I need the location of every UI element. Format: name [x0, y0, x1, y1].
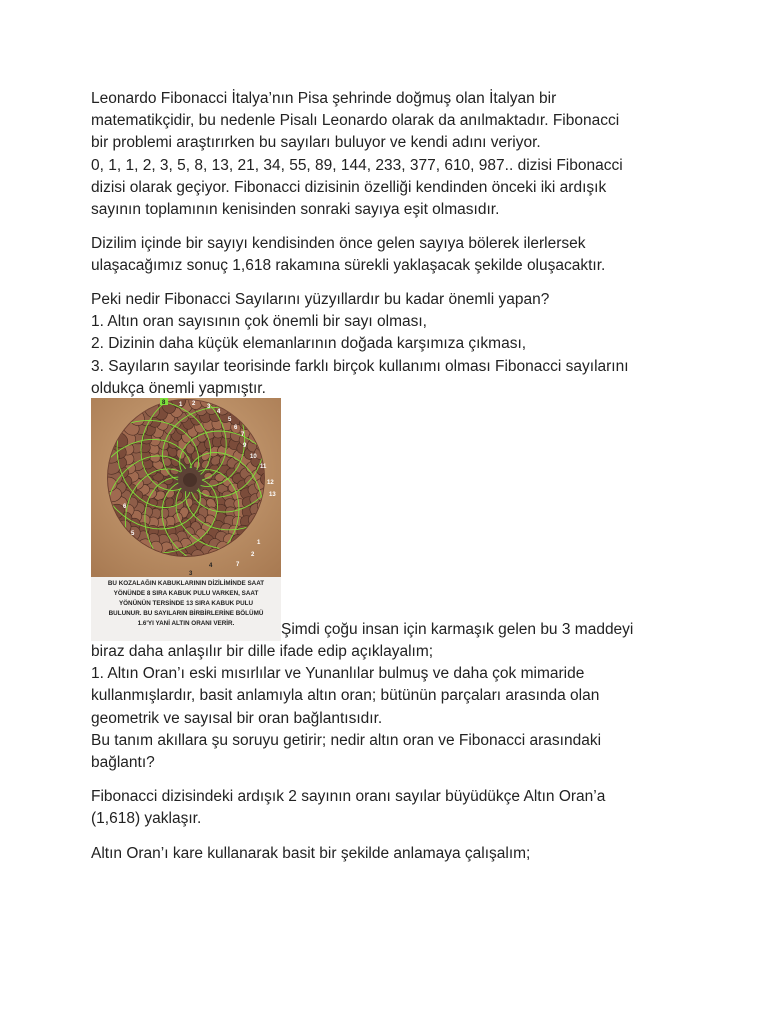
text-line: sayının toplamının kenisinden sonraki sayıya eşit olmasıdır.: [91, 201, 500, 219]
spiral-label: 1: [257, 540, 261, 546]
spiral-label: 2: [192, 401, 196, 407]
pine-cone-image: [91, 398, 281, 579]
figure-caption: [93, 579, 279, 629]
paragraph-square: [91, 843, 691, 865]
caption-line: BULUNUR. BU SAYILARIN BİRBİRLERİNE BÖLÜMÜ: [108, 610, 264, 617]
spiral-label: 5: [131, 531, 135, 537]
caption-line: BU KOZALAĞIN KABUKLARININ DİZİLİMİNDE SAAT: [107, 580, 265, 587]
text-after-figure: Şimdi çoğu insan için karmaşık gelen bu 3 maddeyi: [281, 621, 634, 638]
text-line: 1. Altın oran sayısının çok önemli bir sayı olması,: [91, 313, 427, 331]
text-line: geometrik ve sayısal bir oran bağlantısıdır.: [91, 709, 383, 727]
text-line: oldukça önemli yapmıştır.: [91, 379, 266, 397]
spiral-label: 12: [267, 480, 274, 486]
text-line: Fibonacci dizisindeki ardışık 2 sayının oranı sayılar büyüdükçe Altın Oran’a: [91, 788, 606, 805]
text-line: bağlantı?: [91, 754, 155, 772]
spiral-label: 6: [234, 425, 238, 431]
text-line: 2. Dizinin daha küçük elemanlarının doğada karşımıza çıkması,: [91, 335, 527, 353]
spiral-label: 7: [241, 432, 245, 438]
caption-line: 1.6'YI YANİ ALTIN ORANI VERİR.: [137, 620, 235, 627]
spiral-label: 2: [251, 552, 255, 558]
spiral-label: 4: [217, 409, 221, 415]
text-line: Leonardo Fibonacci İtalya’nın Pisa şehrinde doğmuş olan İtalyan bir: [91, 90, 557, 107]
spiral-label: 11: [260, 464, 267, 470]
text-line: 3. Sayıların sayılar teorisinde farklı birçok kullanımı olması Fibonacci sayılarını: [91, 357, 629, 375]
text-line: bir problemi araştırırken bu sayıları buluyor ve kendi adını veriyor.: [91, 134, 541, 152]
spiral-label: 13: [269, 492, 276, 498]
paragraph-ratio: [91, 233, 691, 277]
cone-center-core: [183, 473, 197, 487]
paragraph-golden-ratio: [91, 786, 691, 830]
spiral-label: 9: [243, 443, 247, 449]
text-line: 0, 1, 1, 2, 3, 5, 8, 13, 21, 34, 55, 89, 144, 233, 377, 610, 987.. dizisi Fibonacci: [91, 156, 623, 174]
caption-line: YÖNÜNÜN TERSİNDE 13 SIRA KABUK PULU: [118, 600, 254, 607]
text-line: 1. Altın Oran’ı eski mısırlılar ve Yunanlılar bulmuş ve daha çok mimaride: [91, 665, 585, 683]
spiral-label: 10: [250, 454, 257, 460]
pine-cone-figure: [91, 398, 281, 641]
text-line: (1,618) yaklaşır.: [91, 810, 202, 828]
spiral-label: 6: [123, 504, 127, 510]
text-line: Peki nedir Fibonacci Sayılarını yüzyıllardır bu kadar önemli yapan?: [91, 291, 550, 308]
paragraph-intro: [91, 88, 691, 221]
paragraph-explanation: [91, 641, 691, 774]
text-line: Dizilim içinde bir sayıyı kendisinden önce gelen sayıya bölerek ilerlersek: [91, 235, 586, 252]
spiral-label: 4: [209, 563, 213, 569]
text-line: kullanmışlardır, basit anlamıyla altın oran; bütünün parçaları arasında olan: [91, 687, 600, 705]
spiral-label: 3: [207, 404, 211, 410]
paragraph-importance: [91, 289, 691, 400]
text-line: Altın Oran’ı kare kullanarak basit bir şekilde anlamaya çalışalım;: [91, 845, 531, 862]
text-line: biraz daha anlaşılır bir dille ifade edip açıklayalım;: [91, 643, 434, 660]
spiral-label: 8: [162, 400, 166, 406]
spiral-label: 1: [179, 402, 183, 408]
text-line: Bu tanım akıllara şu soruyu getirir; nedir altın oran ve Fibonacci arasındaki: [91, 731, 602, 749]
text-line: dizisi olarak geçiyor. Fibonacci dizisinin özelliği kendinden önceki iki ardışık: [91, 178, 607, 196]
spiral-label: 3: [189, 571, 193, 577]
caption-line: YÖNÜNDE 8 SIRA KABUK PULU VARKEN, SAAT: [113, 590, 259, 597]
text-line: ulaşacağımız sonuç 1,618 rakamına sürekli yaklaşacak şekilde oluşacaktır.: [91, 257, 606, 275]
spiral-label: 7: [236, 562, 240, 568]
text-line: matematikçidir, bu nedenle Pisalı Leonardo olarak da anılmaktadır. Fibonacci: [91, 112, 620, 130]
spiral-label: 5: [228, 417, 232, 423]
